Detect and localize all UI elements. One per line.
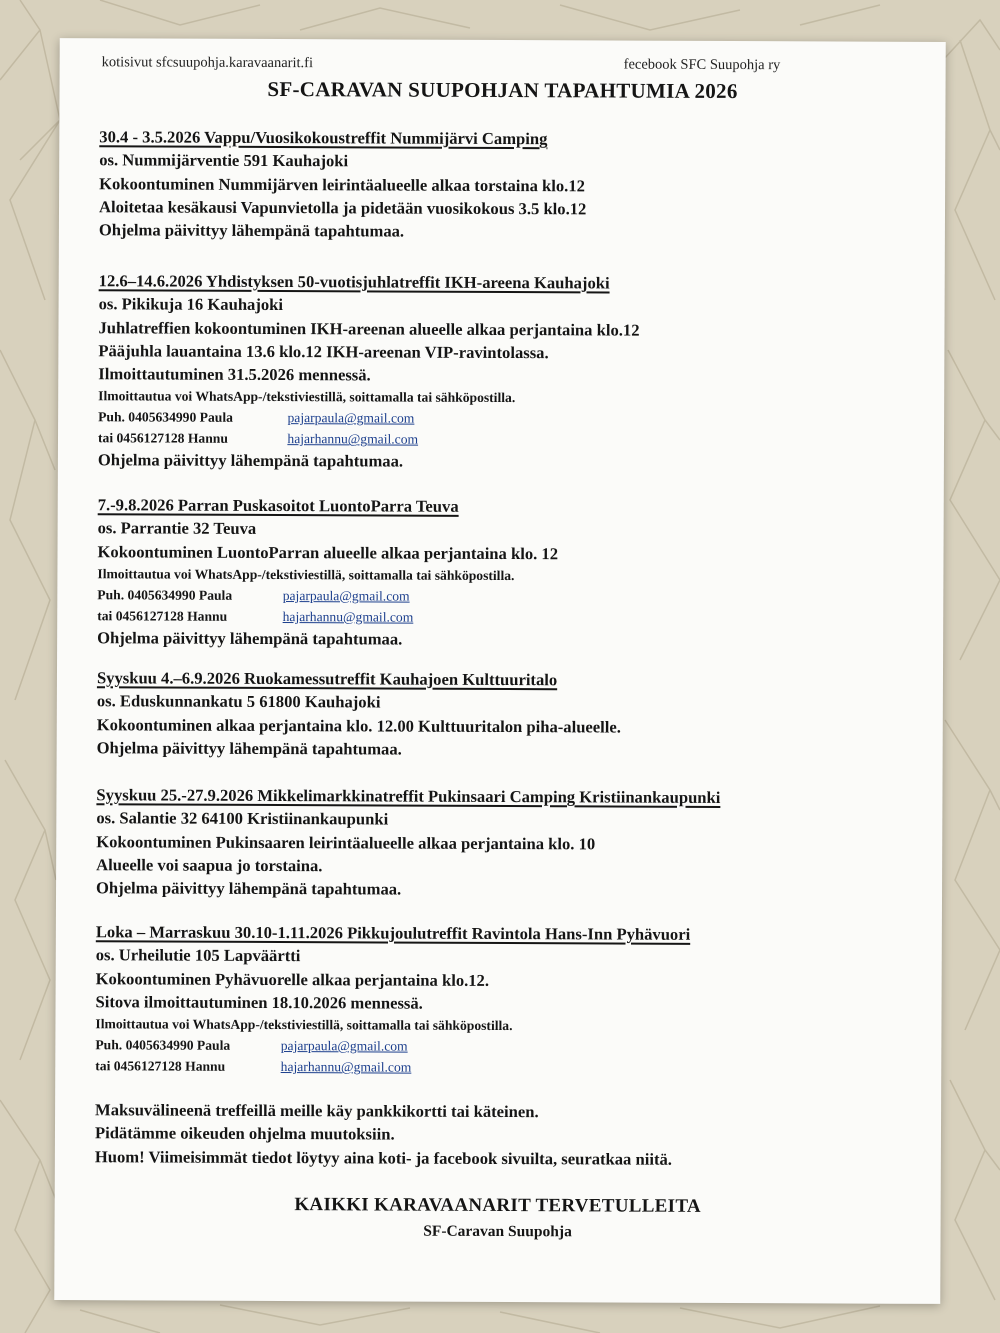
contact-label: Puh. 0405634990 Paula (95, 1037, 231, 1054)
welcome-headline: KAIKKI KARAVAANARIT TERVETULLEITA (294, 1194, 702, 1217)
email-link[interactable]: pajarpaula@gmail.com (287, 410, 415, 427)
event-title: Syyskuu 25.-27.9.2026 Mikkelimarkkinatreffit Pukinsaari Camping Kristiinankaupunki (96, 785, 721, 807)
event-line: Juhlatreffien kokoontuminen IKH-areenan alueelle alkaa perjantaina klo.12 (98, 317, 640, 340)
note-line: Huom! Viimeisimmät tiedot löytyy aina koti- ja facebook sivuilta, seuratkaa niitä. (94, 1146, 672, 1169)
signup-note: Ilmoittautua voi WhatsApp-/tekstiviestillä, soittamalla tai sähköpostilla. (97, 566, 515, 583)
contact-label: Puh. 0405634990 Paula (97, 587, 233, 603)
page-title: SF-CARAVAN SUUPOHJAN TAPAHTUMIA 2026 (267, 76, 738, 104)
event-line: Ohjelma päivittyy lähempänä tapahtumaa. (96, 738, 402, 759)
event-address: os. Eduskunnankatu 5 61800 Kauhajoki (96, 691, 381, 712)
event-address: os. Parrantie 32 Teuva (97, 518, 257, 539)
email-link[interactable]: hajarhannu@gmail.com (280, 1059, 412, 1075)
signup-note: Ilmoittautua voi WhatsApp-/tekstiviestillä, soittamalla tai sähköpostilla. (98, 388, 516, 406)
signup-note: Ilmoittautua voi WhatsApp-/tekstiviestillä, soittamalla tai sähköpostilla. (95, 1016, 513, 1034)
event-title: 7.-9.8.2026 Parran Puskasoitot LuontoParra Teuva (97, 495, 459, 516)
event-4 (97, 666, 907, 763)
email-link[interactable]: hajarhannu@gmail.com (282, 608, 414, 625)
event-line: Alueelle voi saapua jo torstaina. (96, 855, 323, 876)
event-line: Aloitetaa kesäkausi Vapunvietolla ja pidetään vuosikokous 3.5 klo.12 (98, 197, 587, 219)
event-line: Ohjelma päivittyy lähempänä tapahtumaa. (98, 220, 405, 241)
event-line: Kokoontuminen Pukinsaaren leirintäalueelle alkaa perjantaina klo. 10 (96, 831, 596, 854)
contact-label: tai 0456127128 Hannu (95, 1058, 226, 1074)
note-line: Pidätämme oikeuden ohjelma muutoksiin. (94, 1123, 395, 1144)
event-6 (95, 920, 906, 1080)
event-line: Ohjelma päivittyy lähempänä tapahtumaa. (97, 628, 403, 649)
event-address: os. Nummijärventie 591 Kauhajoki (99, 150, 349, 171)
event-line: Kokoontuminen alkaa perjantaina klo. 12.00 Kulttuuritalon piha-alueelle. (96, 714, 621, 737)
event-line: Kokoontuminen Nummijärven leirintäalueelle alkaa torstaina klo.12 (99, 173, 586, 195)
homepage-link[interactable]: kotisivut sfcsuupohja.karavaanarit.fi (101, 54, 314, 72)
event-line: Ohjelma päivittyy lähempänä tapahtumaa. (97, 450, 404, 472)
event-line: Kokoontuminen LuontoParran alueelle alkaa perjantaina klo. 12 (97, 541, 559, 563)
facebook-link[interactable]: fecebook SFC Suupohja ry (623, 56, 781, 74)
event-line: Ilmoittautuminen 31.5.2026 mennessä. (98, 364, 371, 385)
event-address: os. Salantie 32 64100 Kristiinankaupunki (96, 808, 389, 829)
email-link[interactable]: pajarpaula@gmail.com (282, 587, 410, 604)
event-line: Sitova ilmoittautuminen 18.10.2026 mennessä. (95, 992, 423, 1013)
event-title: 30.4 - 3.5.2026 Vappu/Vuosikokoustreffit Nummijärvi Camping (99, 127, 548, 149)
event-flyer (54, 38, 945, 1304)
contact-label: tai 0456127128 Hannu (97, 430, 228, 447)
event-title: Syyskuu 4.–6.9.2026 Ruokamessutreffit Kauhajoen Kulttuuritalo (96, 668, 558, 690)
contact-label: Puh. 0405634990 Paula (98, 409, 233, 426)
event-5 (96, 783, 907, 903)
event-title: Loka – Marraskuu 30.10-1.11.2026 Pikkujoulutreffit Ravintola Hans-Inn Pyhävuori (95, 922, 691, 944)
event-2 (98, 269, 909, 475)
signature: SF-Caravan Suupohja (423, 1222, 572, 1241)
footer-notes (95, 1098, 905, 1171)
event-title: 12.6–14.6.2026 Yhdistyksen 50-vuotisjuhlatreffit IKH-areena Kauhajoki (98, 271, 610, 293)
email-link[interactable]: hajarhannu@gmail.com (287, 431, 419, 448)
event-line: Ohjelma päivittyy lähempänä tapahtumaa. (96, 878, 402, 899)
event-1 (99, 125, 910, 245)
event-line: Pääjuhla lauantaina 13.6 klo.12 IKH-areenan VIP-ravintolassa. (98, 341, 549, 363)
contact-label: tai 0456127128 Hannu (97, 608, 228, 624)
event-address: os. Urheilutie 105 Lapväärtti (95, 945, 301, 966)
event-3 (97, 493, 908, 653)
contact-row (95, 1055, 905, 1080)
event-line: Kokoontuminen Pyhävuorelle alkaa perjantaina klo.12. (95, 968, 490, 990)
note-line: Maksuvälineenä treffeillä meille käy pankkikortti tai käteinen. (95, 1100, 539, 1122)
email-link[interactable]: pajarpaula@gmail.com (280, 1038, 408, 1054)
event-address: os. Pikikuja 16 Kauhajoki (98, 294, 284, 315)
